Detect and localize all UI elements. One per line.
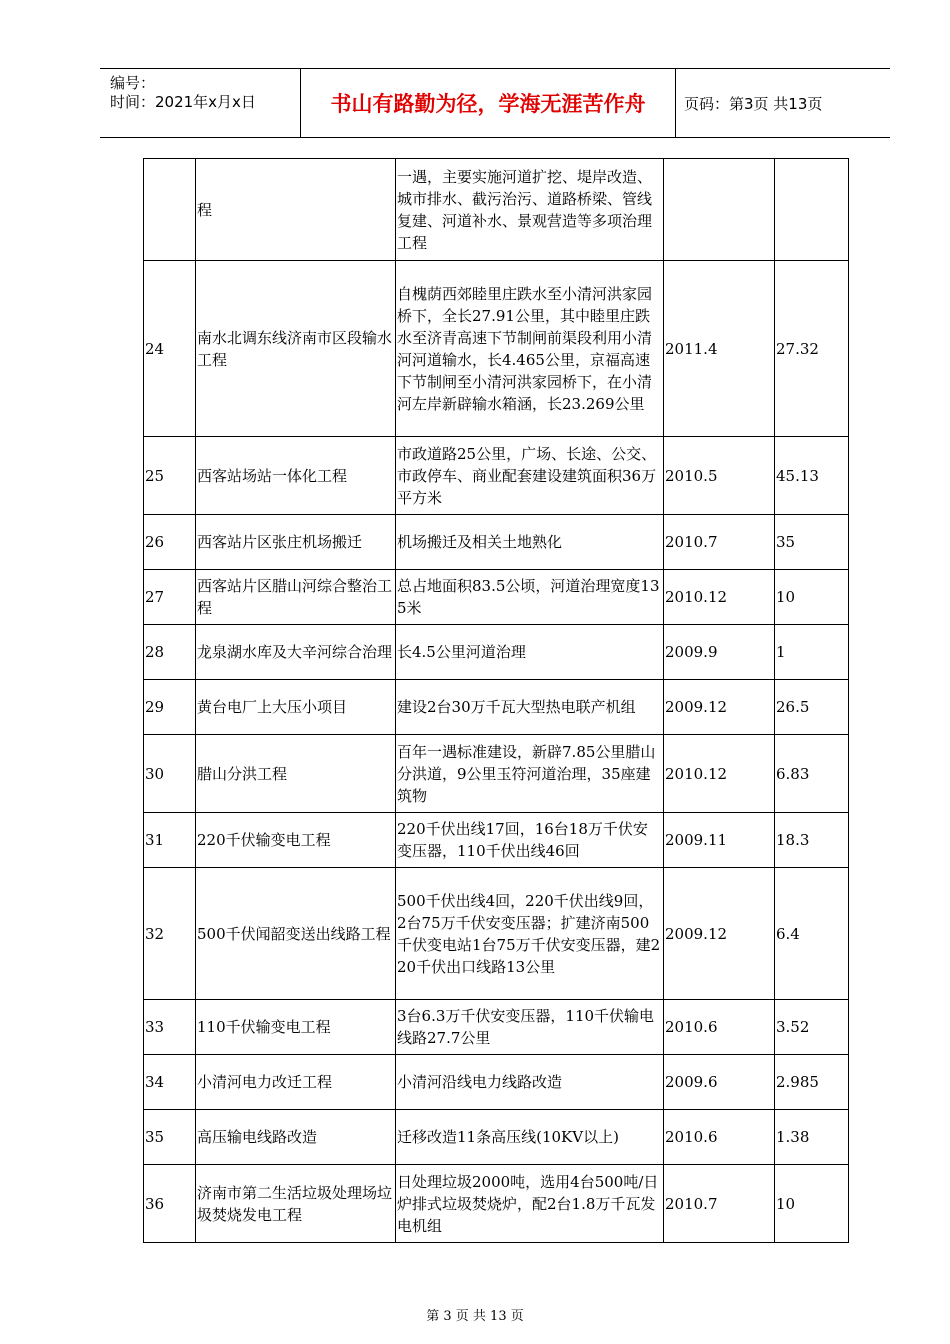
cell-amount: 27.32	[775, 261, 849, 437]
cell-num: 28	[144, 625, 196, 680]
cell-desc: 迁移改造11条高压线(10KV以上)	[396, 1110, 664, 1165]
cell-name: 黄台电厂上大压小项目	[196, 680, 396, 735]
cell-name: 程	[196, 159, 396, 261]
table-row	[144, 1165, 849, 1243]
cell-amount: 3.52	[775, 1000, 849, 1055]
cell-desc: 百年一遇标准建设，新辟7.85公里腊山分洪道，9公里玉符河道治理，35座建筑物	[396, 735, 664, 813]
cell-num: 33	[144, 1000, 196, 1055]
cell-date: 2009.11	[664, 813, 775, 868]
number-label: 编号：	[110, 74, 156, 92]
cell-date: 2009.9	[664, 625, 775, 680]
cell-desc: 220千伏出线17回，16台18万千伏安变压器，110千伏出线46回	[396, 813, 664, 868]
cell-date: 2010.7	[664, 1165, 775, 1243]
cell-num: 29	[144, 680, 196, 735]
page-header	[100, 68, 890, 138]
cell-amount: 1	[775, 625, 849, 680]
table-row	[144, 437, 849, 515]
table-row	[144, 1110, 849, 1165]
cell-desc: 一遇，主要实施河道扩挖、堤岸改造、城市排水、截污治污、道路桥梁、管线复建、河道补水、景观营造等多项治理工程	[396, 159, 664, 261]
table-row	[144, 680, 849, 735]
cell-amount	[775, 159, 849, 261]
cell-desc: 日处理垃圾2000吨，选用4台500吨/日炉排式垃圾焚烧炉，配2台1.8万千瓦发电机组	[396, 1165, 664, 1243]
cell-name: 西客站片区腊山河综合整治工程	[196, 570, 396, 625]
table-row	[144, 868, 849, 1000]
cell-desc: 500千伏出线4回，220千伏出线9回，2台75万千伏安变压器；扩建济南500千伏变电站1台75万千伏安变压器，建220千伏出口线路13公里	[396, 868, 664, 1000]
header-page-info: 页码：第3页 共13页	[684, 94, 823, 113]
cell-num: 32	[144, 868, 196, 1000]
cell-date: 2010.5	[664, 437, 775, 515]
time-label: 时间：2021年x月x日	[110, 93, 256, 111]
cell-name: 500千伏闻韶变送出线路工程	[196, 868, 396, 1000]
table-row	[144, 159, 849, 261]
cell-num: 25	[144, 437, 196, 515]
cell-date: 2010.12	[664, 735, 775, 813]
cell-date: 2010.7	[664, 515, 775, 570]
cell-date: 2011.4	[664, 261, 775, 437]
cell-desc: 3台6.3万千伏安变压器，110千伏输电线路27.7公里	[396, 1000, 664, 1055]
cell-name: 腊山分洪工程	[196, 735, 396, 813]
cell-amount: 10	[775, 570, 849, 625]
cell-num: 34	[144, 1055, 196, 1110]
cell-amount: 2.985	[775, 1055, 849, 1110]
cell-date	[664, 159, 775, 261]
header-meta	[100, 69, 301, 137]
cell-num: 26	[144, 515, 196, 570]
table-row	[144, 1000, 849, 1055]
cell-desc: 建设2台30万千瓦大型热电联产机组	[396, 680, 664, 735]
cell-num: 24	[144, 261, 196, 437]
cell-amount: 6.4	[775, 868, 849, 1000]
cell-date: 2010.6	[664, 1110, 775, 1165]
header-motto: 书山有路勤为径，学海无涯苦作舟	[301, 69, 676, 137]
cell-amount: 26.5	[775, 680, 849, 735]
cell-name: 西客站场站一体化工程	[196, 437, 396, 515]
table-row	[144, 735, 849, 813]
cell-date: 2009.12	[664, 680, 775, 735]
table-row	[144, 625, 849, 680]
cell-desc: 市政道路25公里，广场、长途、公交、市政停车、商业配套建设建筑面积36万平方米	[396, 437, 664, 515]
cell-amount: 45.13	[775, 437, 849, 515]
cell-name: 110千伏输变电工程	[196, 1000, 396, 1055]
page-footer: 第 3 页 共 13 页	[426, 1309, 524, 1324]
table-row	[144, 261, 849, 437]
cell-date: 2010.12	[664, 570, 775, 625]
cell-date: 2009.6	[664, 1055, 775, 1110]
cell-amount: 18.3	[775, 813, 849, 868]
cell-num: 35	[144, 1110, 196, 1165]
cell-num: 30	[144, 735, 196, 813]
table-row	[144, 1055, 849, 1110]
cell-amount: 35	[775, 515, 849, 570]
table-row	[144, 515, 849, 570]
project-table-body	[144, 159, 849, 1243]
cell-date: 2009.12	[664, 868, 775, 1000]
cell-desc: 自槐荫西郊睦里庄跌水至小清河洪家园桥下，全长27.91公里，其中睦里庄跌水至济青高速下节制闸前渠段利用小清河河道输水，长4.465公里，京福高速下节制闸至小清河洪家园桥下，在小清河左岸新辟输水箱涵，长23.269公里	[396, 261, 664, 437]
cell-amount: 10	[775, 1165, 849, 1243]
cell-num: 31	[144, 813, 196, 868]
table-row	[144, 570, 849, 625]
table-row	[144, 813, 849, 868]
cell-name: 南水北调东线济南市区段输水工程	[196, 261, 396, 437]
cell-desc: 长4.5公里河道治理	[396, 625, 664, 680]
cell-name: 济南市第二生活垃圾处理场垃圾焚烧发电工程	[196, 1165, 396, 1243]
cell-name: 西客站片区张庄机场搬迁	[196, 515, 396, 570]
cell-amount: 1.38	[775, 1110, 849, 1165]
cell-num: 36	[144, 1165, 196, 1243]
cell-name: 小清河电力改迁工程	[196, 1055, 396, 1110]
cell-name: 220千伏输变电工程	[196, 813, 396, 868]
cell-desc: 机场搬迁及相关土地熟化	[396, 515, 664, 570]
cell-desc: 小清河沿线电力线路改造	[396, 1055, 664, 1110]
cell-amount: 6.83	[775, 735, 849, 813]
cell-name: 高压输电线路改造	[196, 1110, 396, 1165]
cell-desc: 总占地面积83.5公顷，河道治理宽度135米	[396, 570, 664, 625]
cell-name: 龙泉湖水库及大辛河综合治理	[196, 625, 396, 680]
project-table	[143, 158, 849, 1243]
cell-date: 2010.6	[664, 1000, 775, 1055]
cell-num: 27	[144, 570, 196, 625]
cell-num	[144, 159, 196, 261]
